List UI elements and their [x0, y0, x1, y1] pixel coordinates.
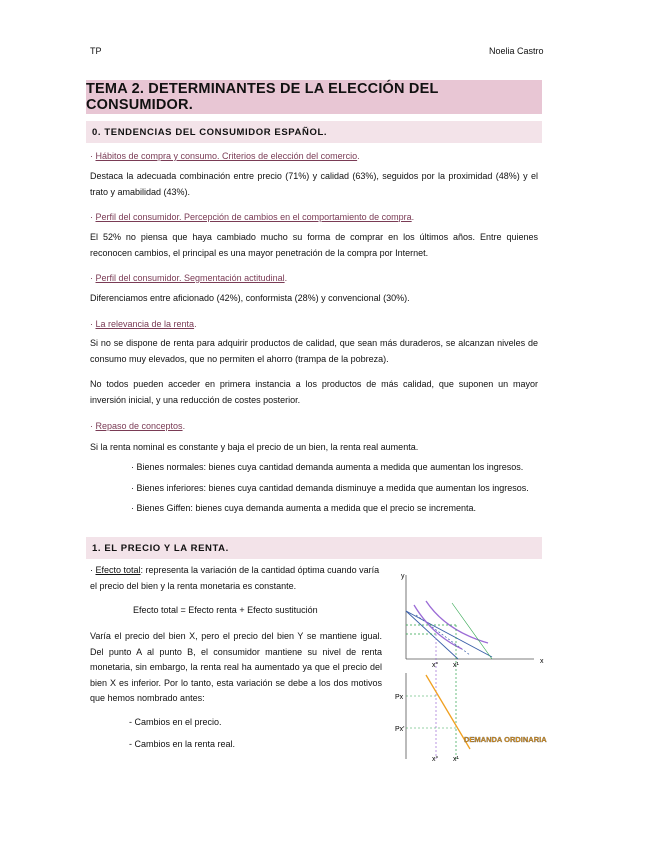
subheading-link[interactable]: Repaso de conceptos — [95, 421, 183, 431]
px-label: Px — [395, 694, 404, 701]
header-right: Noelia Castro — [489, 46, 544, 56]
x-axis-label: x — [540, 658, 544, 665]
list-item-precio: - Cambios en el precio. — [129, 717, 222, 727]
paragraph-renta-2: No todos pueden acceder en primera instancia a los productos de más calidad, que suponen un mayor inversión inicial, y una reducción de costes posterior. — [90, 379, 538, 405]
efecto-total-label: Efecto total — [95, 565, 141, 575]
x1-label-bottom: x¹ — [453, 756, 459, 763]
paragraph-habitos: Destaca la adecuada combinación entre precio (71%) y calidad (63%), seguidos por la proximidad (48%) y el trato y amabilidad (43%). — [90, 171, 538, 197]
demand-label: DEMANDA ORDINARIA — [464, 735, 547, 744]
precio-renta-paragraph: Varía el precio del bien X, pero el precio del bien Y se mantiene igual. Del punto A al punto B, el consumidor mantiene su nivel de renta monetaria, sin embargo, la renta real ha aumentado ya que el precio del bien X es inferior. Por lo tanto, esta variación se debe a los dos motivos que hemos nombrado antes: — [90, 631, 382, 703]
subheading-renta: · La relevancia de la renta. — [90, 319, 197, 329]
indifference-curve-2 — [426, 601, 488, 643]
subheading-habitos: · Hábitos de compra y consumo. Criterios de elección del comercio. — [90, 151, 360, 161]
x0-label-bottom: x° — [432, 756, 439, 763]
subheading-link[interactable]: Hábitos de compra y consumo. Criterios de elección del comercio — [95, 151, 358, 161]
subheading-repaso: · Repaso de conceptos. — [90, 421, 186, 431]
x0-label-top: x° — [432, 662, 439, 669]
section-0-heading: 0. TENDENCIAS DEL CONSUMIDOR ESPAÑOL. — [86, 121, 542, 143]
section-1-heading: 1. EL PRECIO Y LA RENTA. — [86, 537, 542, 559]
subheading-link[interactable]: Perfil del consumidor. Percepción de cambios en el comportamiento de compra — [95, 212, 412, 222]
bullet-bienes-giffen: · Bienes Giffen: bienes cuya demanda aumenta a medida que el precio se incrementa. — [131, 503, 477, 513]
subheading-perfil-cambios: · Perfil del consumidor. Percepción de cambios en el comportamiento de compra. — [90, 212, 415, 222]
y-axis-label: y — [401, 573, 405, 580]
efecto-total-text: : representa la variación de la cantidad óptima cuando varía el precio del bien y la renta monetaria es constante. — [90, 565, 380, 591]
px2-label: Px' — [395, 726, 405, 733]
bullet-bienes-normales: · Bienes normales: bienes cuya cantidad demanda aumenta a medida que aumentan los ingresos. — [131, 462, 524, 472]
indifference-curve-1 — [414, 605, 462, 649]
efecto-total-paragraph: · Efecto total: representa la variación de la cantidad óptima cuando varía el precio del bien y la renta monetaria es constante. — [90, 565, 380, 591]
paragraph-repaso: Si la renta nominal es constante y baja el precio de un bien, la renta real aumenta. — [90, 442, 419, 452]
price-income-figure — [392, 563, 554, 763]
list-item-renta-real: - Cambios en la renta real. — [129, 739, 236, 749]
paragraph-segmentacion: Diferenciamos entre aficionado (42%), conformista (28%) y convencional (30%). — [90, 293, 410, 303]
header-left: TP — [90, 46, 102, 56]
formula: Efecto total = Efecto renta + Efecto sustitución — [133, 605, 318, 615]
x1-label-top: x¹ — [453, 662, 459, 669]
subheading-segmentacion: · Perfil del consumidor. Segmentación actitudinal. — [90, 273, 288, 283]
subheading-link[interactable]: Perfil del consumidor. Segmentación actitudinal — [95, 273, 285, 283]
paragraph-perfil-cambios: El 52% no piensa que haya cambiado mucho su forma de comprar en los últimos años. Entre quienes reconocen cambios, el principal es una mayor penetración de la compra por Internet. — [90, 232, 538, 258]
page-title: TEMA 2. DETERMINANTES DE LA ELECCIÓN DEL CONSUMIDOR. — [86, 80, 542, 114]
bullet-bienes-inferiores: · Bienes inferiores: bienes cuya cantidad demanda disminuye a medida que aumentan los ingresos. — [131, 483, 529, 493]
subheading-link[interactable]: La relevancia de la renta — [95, 319, 195, 329]
paragraph-renta-1: Si no se dispone de renta para adquirir productos de calidad, que sean más duraderos, se alcanzan niveles de consumo muy elevados, que no permiten el ahorro (trampa de la pobreza). — [90, 338, 538, 364]
